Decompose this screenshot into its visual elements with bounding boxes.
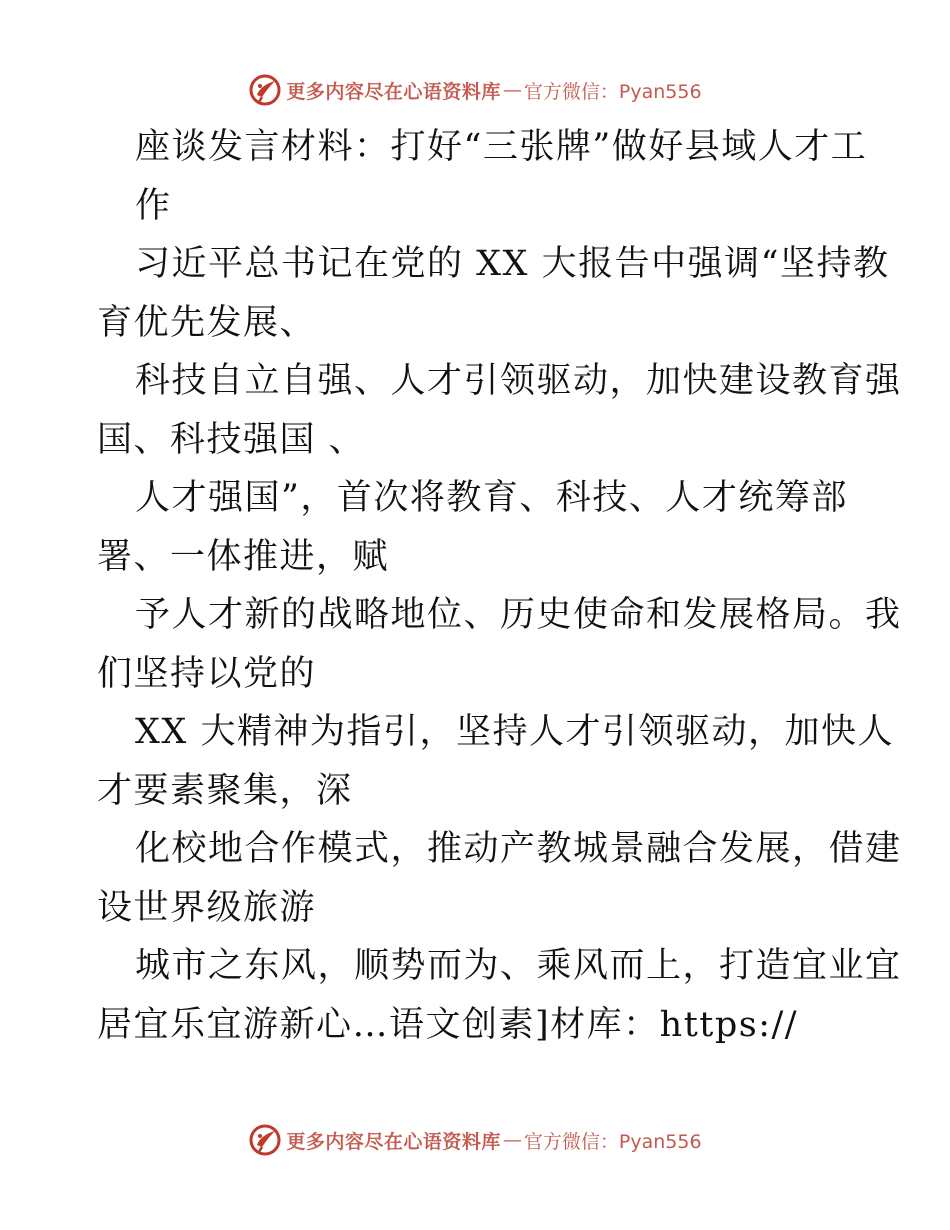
text-line: 国、科技强国 、 — [97, 419, 366, 460]
footer-dash: — — [502, 1129, 522, 1151]
text-line: 作 — [135, 185, 172, 226]
page-footer — [0, 1120, 950, 1160]
document-body — [97, 118, 902, 1054]
header-site-name: 更多内容尽在心语资料库 — [286, 80, 501, 103]
text-line: 署、一体推进，赋 — [97, 536, 390, 577]
text-line: 人才强国”，首次将教育、科技、人才统筹部 — [135, 478, 848, 518]
text-line: 城市之东风，顺势而为、乘风而上，打造宜业宜 — [135, 946, 902, 986]
page-header — [0, 70, 950, 110]
header-wechat: 官方微信：Pyan556 — [523, 80, 702, 103]
text-line: 予人才新的战略地位、历史使命和发展格局。我 — [135, 595, 902, 635]
text-line: 化校地合作模式，推动产教城景融合发展，借建 — [135, 829, 902, 869]
brand-logo-icon — [248, 1123, 282, 1157]
text-line: 习近平总书记在党的 XX 大报告中强调“坚持教 — [135, 244, 890, 284]
text-line: 们坚持以党的 — [97, 653, 317, 694]
text-line: 才要素聚集，深 — [97, 770, 353, 811]
text-line: 科技自立自强、人才引领驱动，加快建设教育强 — [135, 361, 902, 401]
text-line: XX 大精神为指引，坚持人才引领驱动，加快人 — [135, 712, 894, 752]
footer-wechat: 官方微信：Pyan556 — [523, 1130, 702, 1153]
footer-site-name: 更多内容尽在心语资料库 — [286, 1130, 501, 1153]
text-line: 育优先发展、 — [97, 302, 317, 343]
text-line: 座谈发言材料：打好“三张牌”做好县域人才工 — [135, 127, 868, 167]
brand-logo-icon — [248, 73, 282, 107]
text-line: 居宜乐宜游新心…语文创素]材库：https:// — [97, 1004, 799, 1045]
text-line: 设世界级旅游 — [97, 887, 317, 928]
header-dash: — — [502, 79, 522, 101]
